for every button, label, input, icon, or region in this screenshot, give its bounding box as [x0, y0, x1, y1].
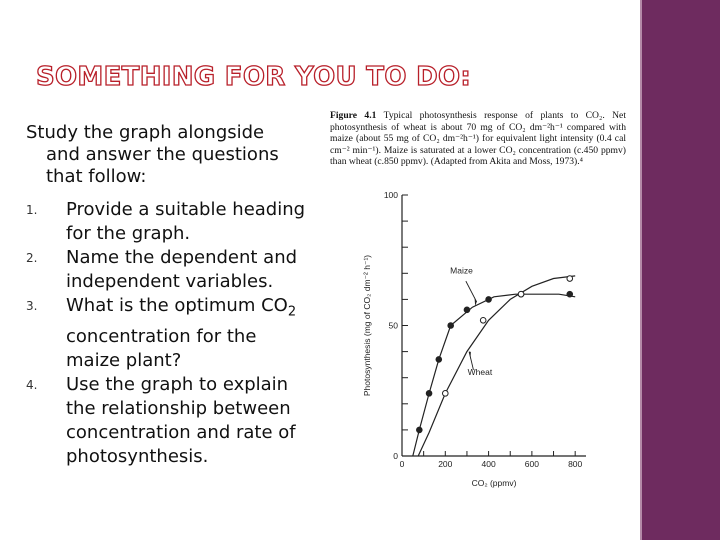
x-tick-label: 200 — [438, 459, 453, 469]
figure-caption — [330, 110, 626, 168]
data-point-wheat — [442, 391, 448, 397]
data-point-maize — [426, 391, 432, 397]
decorative-side-bar — [642, 0, 720, 540]
question-line: concentration and rate of — [66, 421, 296, 443]
question-text: What is the optimum CO — [66, 295, 288, 316]
series-line-wheat — [418, 276, 575, 456]
series-line-maize — [413, 294, 575, 456]
intro-line-3: that follow: — [46, 166, 147, 187]
intro-text — [26, 122, 326, 188]
question-line: maize plant? — [66, 349, 182, 371]
question-number: 2. — [26, 251, 38, 265]
slide-title: SOMETHING FOR YOU TO DO: — [36, 62, 472, 92]
question-line: for the graph. — [66, 223, 191, 244]
question-line: Use the graph to explain — [66, 373, 289, 395]
question-item — [26, 373, 326, 469]
x-tick-label: 400 — [481, 459, 496, 469]
intro-line-2: and answer the questions — [46, 144, 279, 165]
question-line: concentration for the — [66, 325, 257, 347]
data-point-maize — [486, 297, 492, 303]
question-number: 4. — [26, 377, 38, 392]
photosynthesis-chart — [358, 186, 598, 496]
question-item — [26, 198, 326, 246]
question-number: 1. — [26, 203, 38, 217]
y-tick-label: 0 — [393, 451, 398, 461]
data-point-maize — [436, 357, 442, 363]
data-point-maize — [448, 323, 454, 329]
x-axis-label: CO₂ (ppmv) — [471, 478, 517, 488]
question-item — [26, 294, 326, 373]
y-tick-label: 50 — [388, 320, 398, 331]
series-label-maize: Maize — [450, 265, 473, 276]
y-axis-label: Photosynthesis (mg of CO₂ dm⁻² h⁻¹) — [362, 254, 372, 397]
question-number: 3. — [26, 299, 38, 313]
data-point-wheat — [518, 291, 524, 297]
x-tick-label: 0 — [399, 459, 405, 469]
question-line: photosynthesis. — [66, 445, 209, 467]
question-list — [26, 198, 326, 469]
question-line — [66, 294, 326, 325]
question-item — [26, 246, 326, 294]
x-tick-label: 800 — [568, 459, 583, 469]
question-line: Name the dependent and — [66, 247, 298, 268]
question-line: independent variables. — [66, 271, 274, 292]
y-tick-label: 100 — [383, 190, 398, 200]
subscript-two: 2 — [287, 304, 297, 320]
data-point-maize — [417, 427, 423, 433]
x-tick-label: 600 — [524, 459, 539, 469]
figure-label: Figure 4.1 — [330, 110, 377, 121]
data-point-maize — [567, 291, 573, 297]
figure-caption-text: Typical photosynthesis response of plants to CO₂. Net photosynthesis of wheat is about 70 mg of CO₂ dm⁻²h⁻¹ compared with maize (about 55 mg of CO₂ dm⁻²h⁻¹) for equivalent light intensity (0.4 cal cm⁻² min⁻¹). Maize is saturated at a lower CO₂ concentration (c.450 ppmv) than wheat (c.850 ppmv). (Adapted from Akita and Moss, 1973).⁴ — [330, 110, 626, 168]
question-line: the relationship between — [66, 397, 291, 419]
data-point-maize — [464, 307, 470, 313]
question-line: Provide a suitable heading — [66, 199, 306, 220]
data-point-wheat — [480, 317, 486, 323]
data-point-wheat — [567, 276, 573, 282]
series-label-wheat: Wheat — [467, 367, 493, 378]
intro-line-1: Study the graph alongside — [26, 122, 265, 143]
